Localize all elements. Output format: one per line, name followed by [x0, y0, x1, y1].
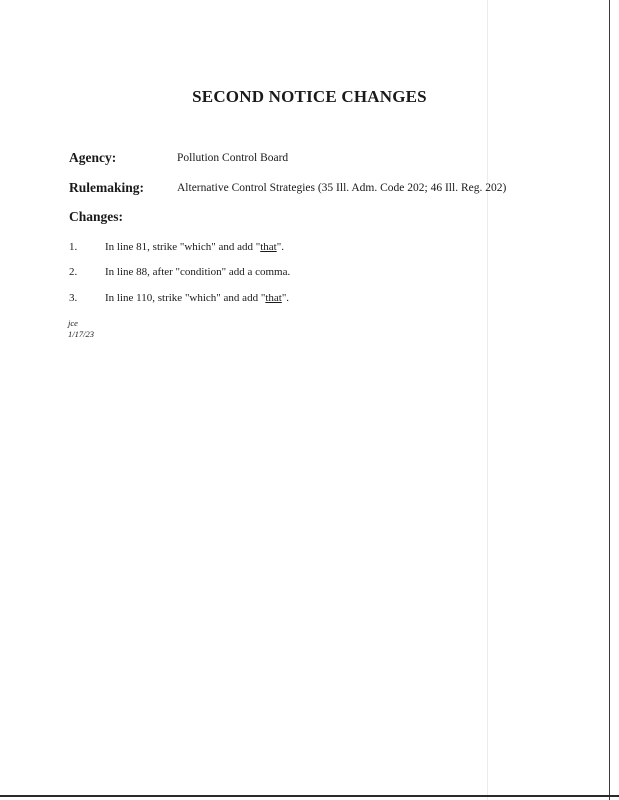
scan-edge-right	[609, 0, 610, 800]
document-date: 1/17/23	[68, 329, 94, 339]
author-initials-block	[68, 318, 94, 340]
agency-label: Agency:	[69, 150, 117, 165]
change-number: 3.	[69, 292, 78, 304]
change-text: In line 88, after "condition" add a comma.	[105, 266, 291, 278]
author-initials: jce	[68, 318, 78, 328]
change-text	[105, 241, 284, 253]
agency-value: Pollution Control Board	[177, 152, 289, 164]
change-text-before: In line 110, strike "which" and add "	[105, 292, 266, 304]
change-number: 2.	[69, 266, 78, 278]
change-text	[105, 292, 289, 304]
scan-edge-faint	[487, 0, 488, 800]
change-number: 1.	[69, 241, 78, 253]
page-title: SECOND NOTICE CHANGES	[192, 87, 427, 106]
rulemaking-value: Alternative Control Strategies (35 Ill. Adm. Code 202; 46 Ill. Reg. 202)	[177, 182, 507, 194]
changes-heading: Changes:	[69, 209, 124, 224]
change-underlined-word: that	[260, 241, 277, 253]
change-text-after: ".	[276, 241, 284, 253]
scan-edge-bottom	[0, 795, 619, 797]
change-text-after: ".	[281, 292, 290, 304]
rulemaking-label: Rulemaking:	[69, 180, 145, 195]
change-text-before: In line 81, strike "which" and add "	[105, 241, 261, 253]
change-underlined-word: that	[265, 292, 282, 304]
